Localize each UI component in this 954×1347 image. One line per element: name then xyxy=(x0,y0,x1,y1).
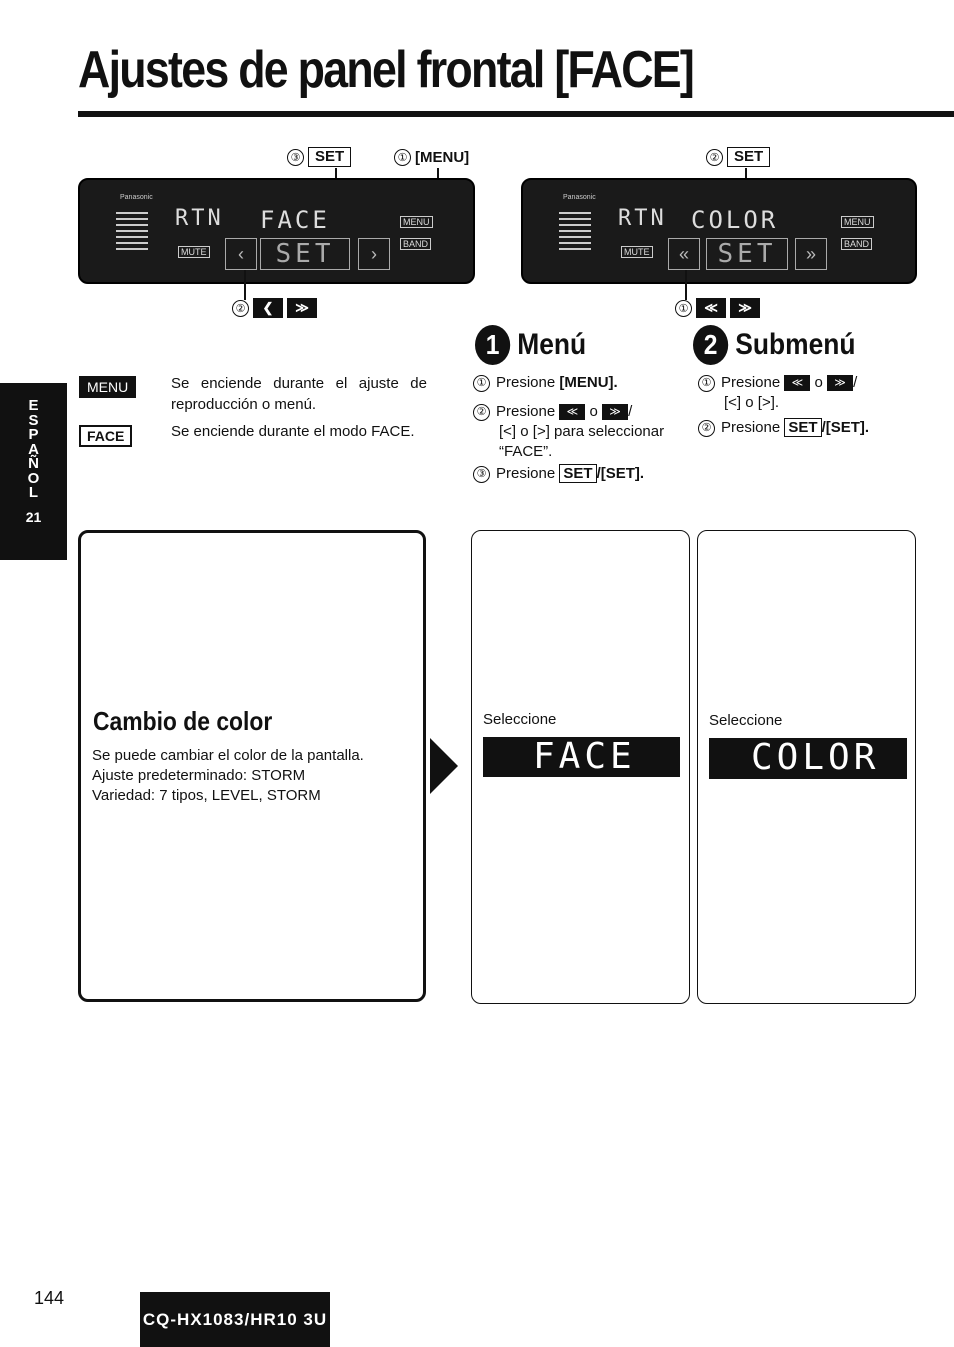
menu-step-1: ① Presione [MENU]. xyxy=(473,373,618,393)
callout-set-left: ③ SET xyxy=(287,147,351,167)
color-change-body: Se puede cambiar el color de la pantalla. Ajuste predeterminado: STORM Variedad: 7 tipos, LEVEL, STORM xyxy=(92,747,364,804)
left-key-icon: ≪ xyxy=(559,404,585,420)
right-arrow-key-icon: ≫ xyxy=(730,298,760,318)
color-change-title: Cambio de color xyxy=(93,706,273,736)
callout-arrows-right: ① ≪ ≫ xyxy=(675,298,760,318)
submenu-heading: 2 Submenú xyxy=(693,325,856,365)
model-badge: CQ-HX1083/HR10 3U xyxy=(140,1292,330,1347)
right-arrow-icon: › xyxy=(358,238,390,270)
vol-up-icon xyxy=(116,212,148,250)
color-display: COLOR xyxy=(709,738,907,779)
section-page-number: 21 xyxy=(25,508,42,525)
submenu-step-2: ② Presione SET /[SET]. xyxy=(698,418,869,438)
leader-line xyxy=(244,270,246,300)
select-face-label: Seleccione xyxy=(483,711,557,728)
right-arrow-icon: » xyxy=(795,238,827,270)
title-rule xyxy=(78,111,954,117)
submenu-step-1: ① Presione ≪ o ≫ / [<] o [>]. xyxy=(698,373,938,413)
left-key-icon: ≪ xyxy=(784,375,810,391)
right-arrow-key-icon: ≫ xyxy=(287,298,317,318)
callout-set-right: ② SET xyxy=(706,147,770,167)
language-tab xyxy=(0,383,67,560)
face-indicator: FACE xyxy=(79,425,132,447)
right-key-icon: ≫ xyxy=(602,404,628,420)
menu-indicator-text: Se enciende durante el ajuste de reproducción o menú. xyxy=(171,375,427,413)
menu-indicator: MENU xyxy=(79,376,136,398)
step-number-1: 1 xyxy=(475,325,510,365)
leader-line xyxy=(685,270,687,300)
language-letters: E S P A Ñ O L xyxy=(27,397,40,501)
left-arrow-key-icon: ❮ xyxy=(253,298,283,318)
menu-step-2: ② Presione ≪ o ≫ / [<] o [>] para seleccionar “FACE”. xyxy=(473,402,688,462)
left-arrow-key-icon: ≪ xyxy=(696,298,726,318)
menu-step-3: ③ Presione SET /[SET]. xyxy=(473,464,644,484)
face-display: FACE xyxy=(483,737,680,777)
vol-up-icon xyxy=(559,212,591,250)
front-panel-left: Panasonic RTN FACE MENU BAND MUTE ‹ SET › xyxy=(78,178,475,284)
page-title: Ajustes de panel frontal [FACE] xyxy=(78,41,694,99)
callout-menu-left: ① [MENU] xyxy=(394,149,469,166)
menu-heading: 1 Menú xyxy=(475,325,586,365)
step-number-2: 2 xyxy=(693,325,728,365)
face-indicator-text: Se enciende durante el modo FACE. xyxy=(171,423,415,440)
select-color-label: Seleccione xyxy=(709,712,783,729)
front-panel-right: Panasonic RTN COLOR MENU BAND MUTE « SET » xyxy=(521,178,917,284)
page-number: 144 xyxy=(34,1288,65,1308)
left-arrow-icon: ‹ xyxy=(225,238,257,270)
right-key-icon: ≫ xyxy=(827,375,853,391)
callout-arrows-left: ② ❮ ≫ xyxy=(232,298,317,318)
left-arrow-icon: « xyxy=(668,238,700,270)
arrow-right-icon xyxy=(430,738,458,794)
